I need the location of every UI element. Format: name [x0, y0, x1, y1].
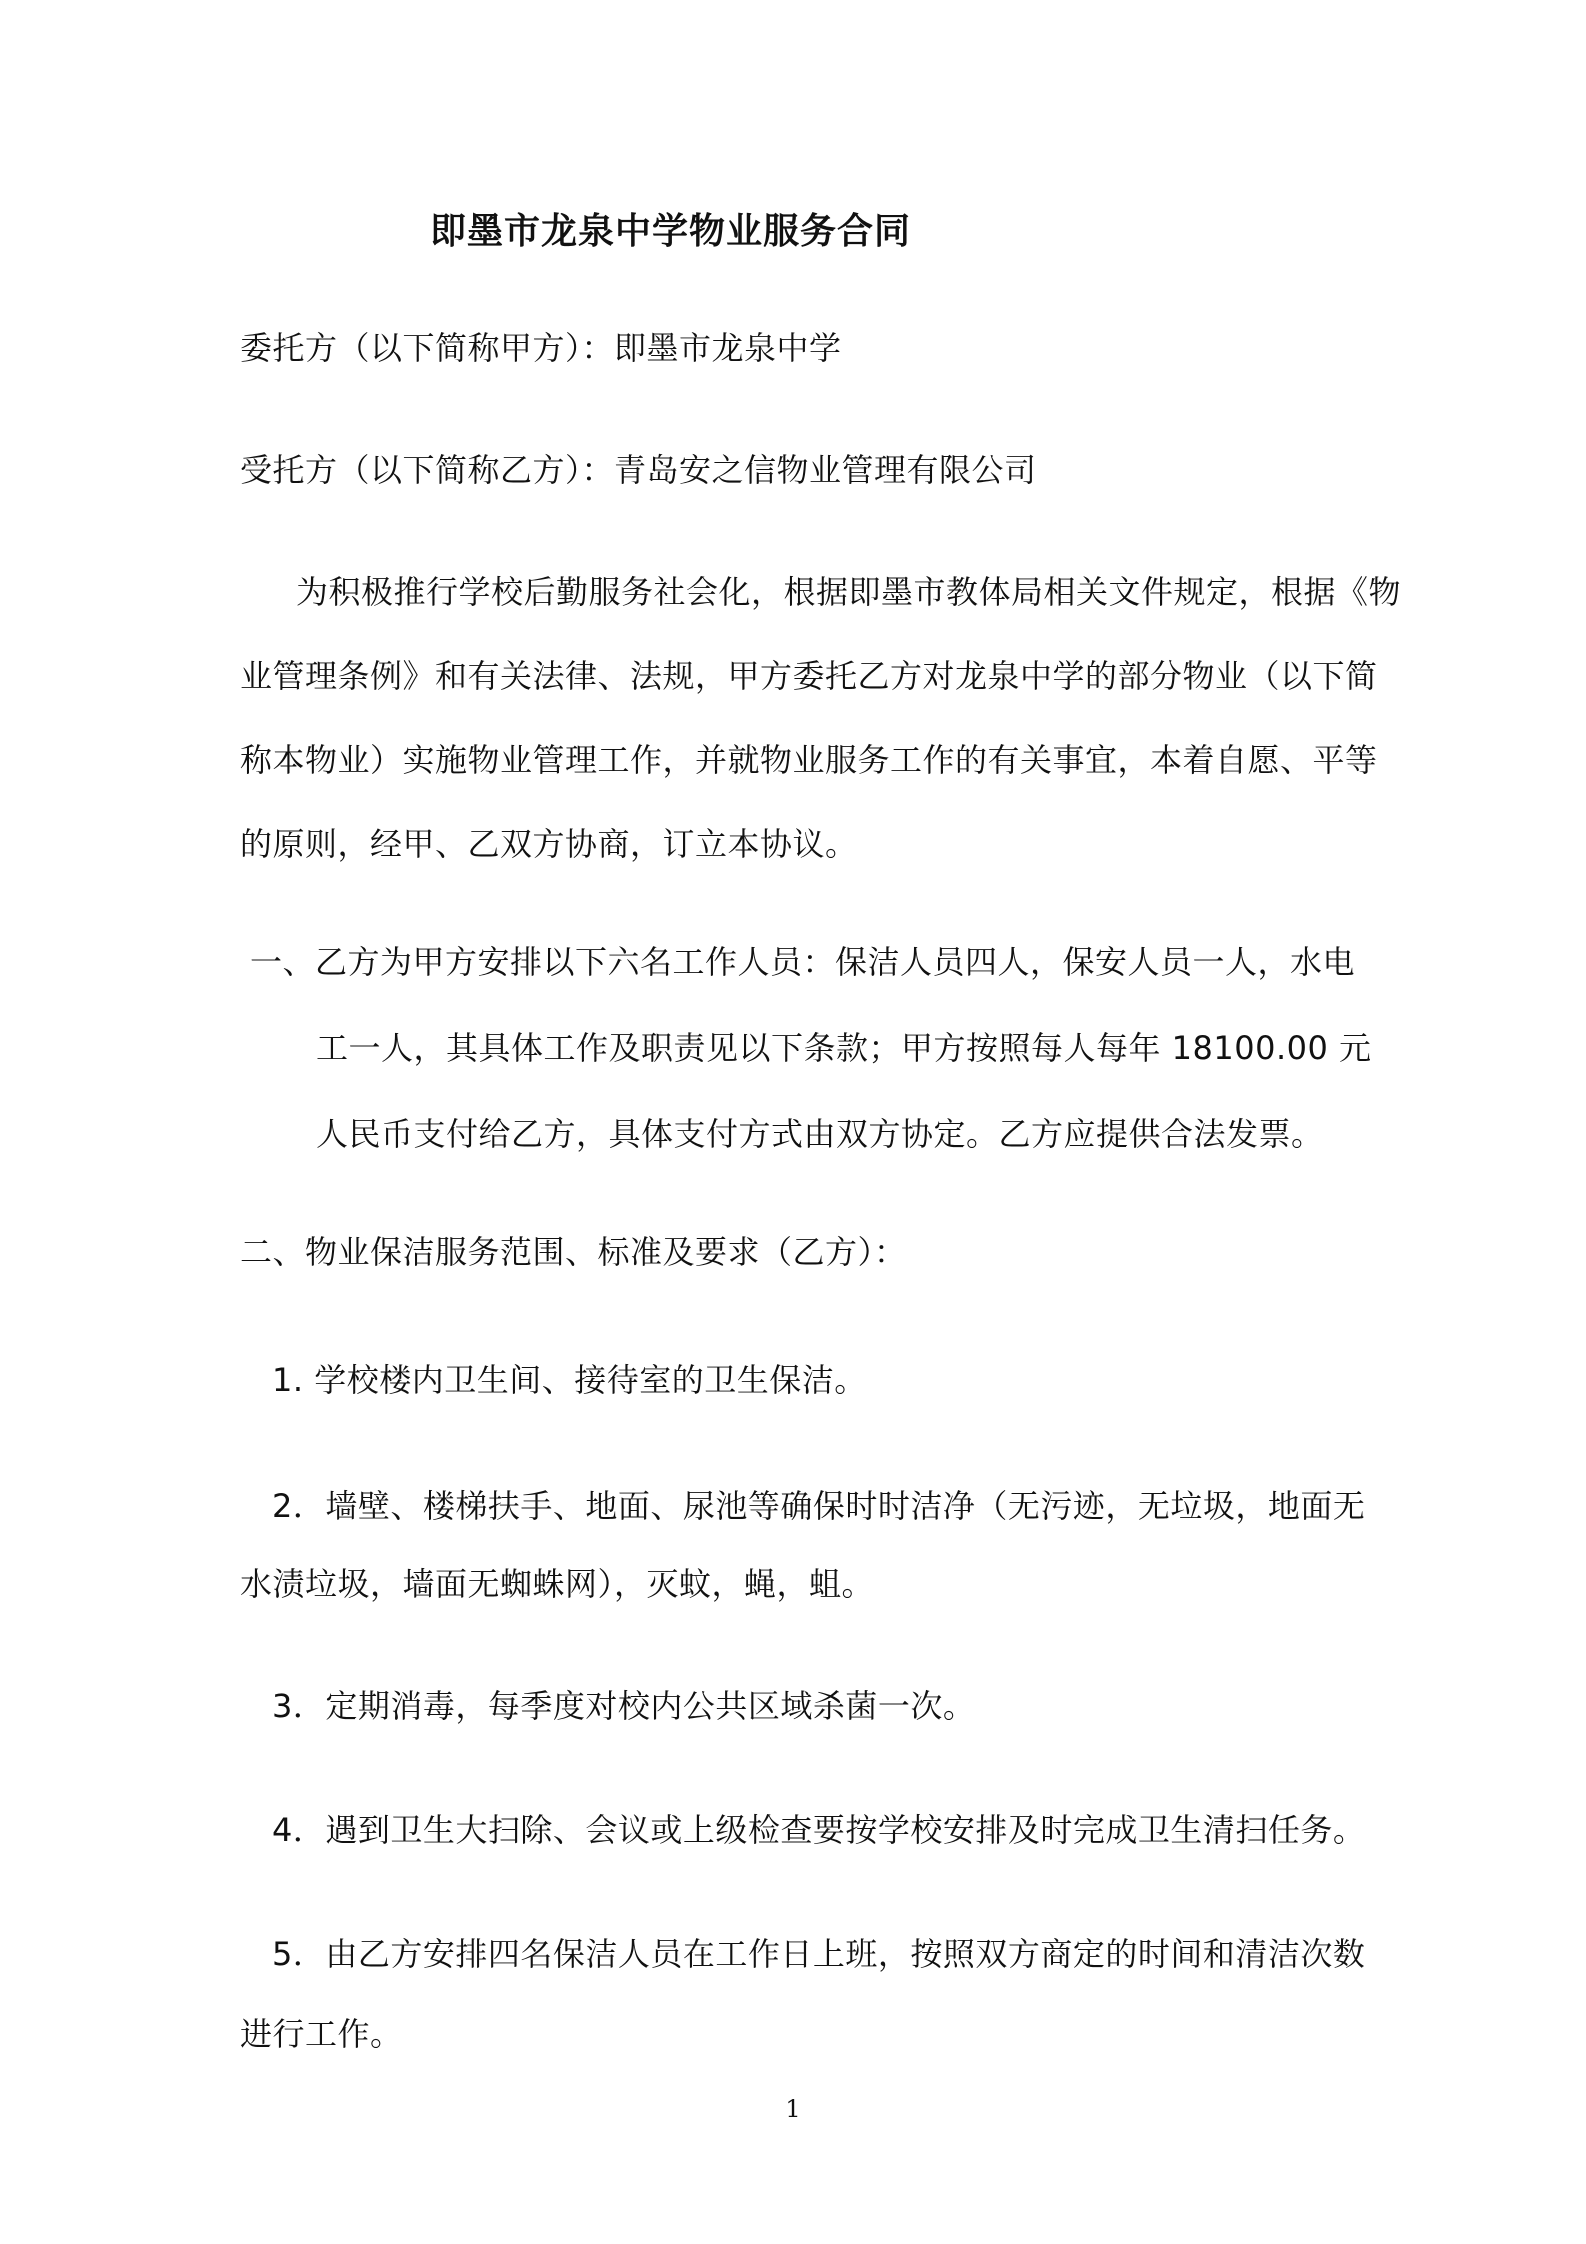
- party-a-line: 委托方（以下简称甲方）：即墨市龙泉中学: [240, 329, 842, 367]
- clause-item-5-continued: 进行工作。: [240, 2015, 403, 2053]
- section-one-line: 一、乙方为甲方安排以下六名工作人员：保洁人员四人，保安人员一人，水电: [250, 943, 1356, 981]
- clause-item-1: 1. 学校楼内卫生间、接待室的卫生保洁。: [272, 1361, 867, 1399]
- intro-paragraph-line: 称本物业）实施物业管理工作，并就物业服务工作的有关事宜，本着自愿、平等: [240, 741, 1378, 779]
- document-title: 即墨市龙泉中学物业服务合同: [430, 211, 912, 252]
- section-two-heading: 二、物业保洁服务范围、标准及要求（乙方）：: [240, 1233, 907, 1271]
- clause-item-5: 5．由乙方安排四名保洁人员在工作日上班，按照双方商定的时间和清洁次数: [272, 1935, 1366, 1973]
- party-b-line: 受托方（以下简称乙方）：青岛安之信物业管理有限公司: [240, 451, 1037, 489]
- intro-paragraph-line: 的原则，经甲、乙双方协商，订立本协议。: [240, 825, 858, 863]
- intro-paragraph-line: 业管理条例》和有关法律、法规，甲方委托乙方对龙泉中学的部分物业（以下简: [240, 657, 1378, 695]
- clause-item-2: 2．墙壁、楼梯扶手、地面、尿池等确保时时洁净（无污迹，无垃圾，地面无: [272, 1487, 1366, 1525]
- clause-item-4: 4．遇到卫生大扫除、会议或上级检查要按学校安排及时完成卫生清扫任务。: [272, 1811, 1366, 1849]
- clause-item-2-continued: 水渍垃圾，墙面无蜘蛛网），灭蚊，蝇，蛆。: [240, 1565, 875, 1603]
- intro-paragraph-line: 为积极推行学校后勤服务社会化，根据即墨市教体局相关文件规定，根据《物: [296, 573, 1402, 611]
- page-number: 1: [785, 2095, 801, 2123]
- section-one-line: 人民币支付给乙方，具体支付方式由双方协定。乙方应提供合法发票。: [316, 1115, 1324, 1153]
- section-one-line: 工一人，其具体工作及职责见以下条款；甲方按照每人每年 18100.00 元: [316, 1029, 1372, 1067]
- clause-item-3: 3．定期消毒，每季度对校内公共区域杀菌一次。: [272, 1687, 976, 1725]
